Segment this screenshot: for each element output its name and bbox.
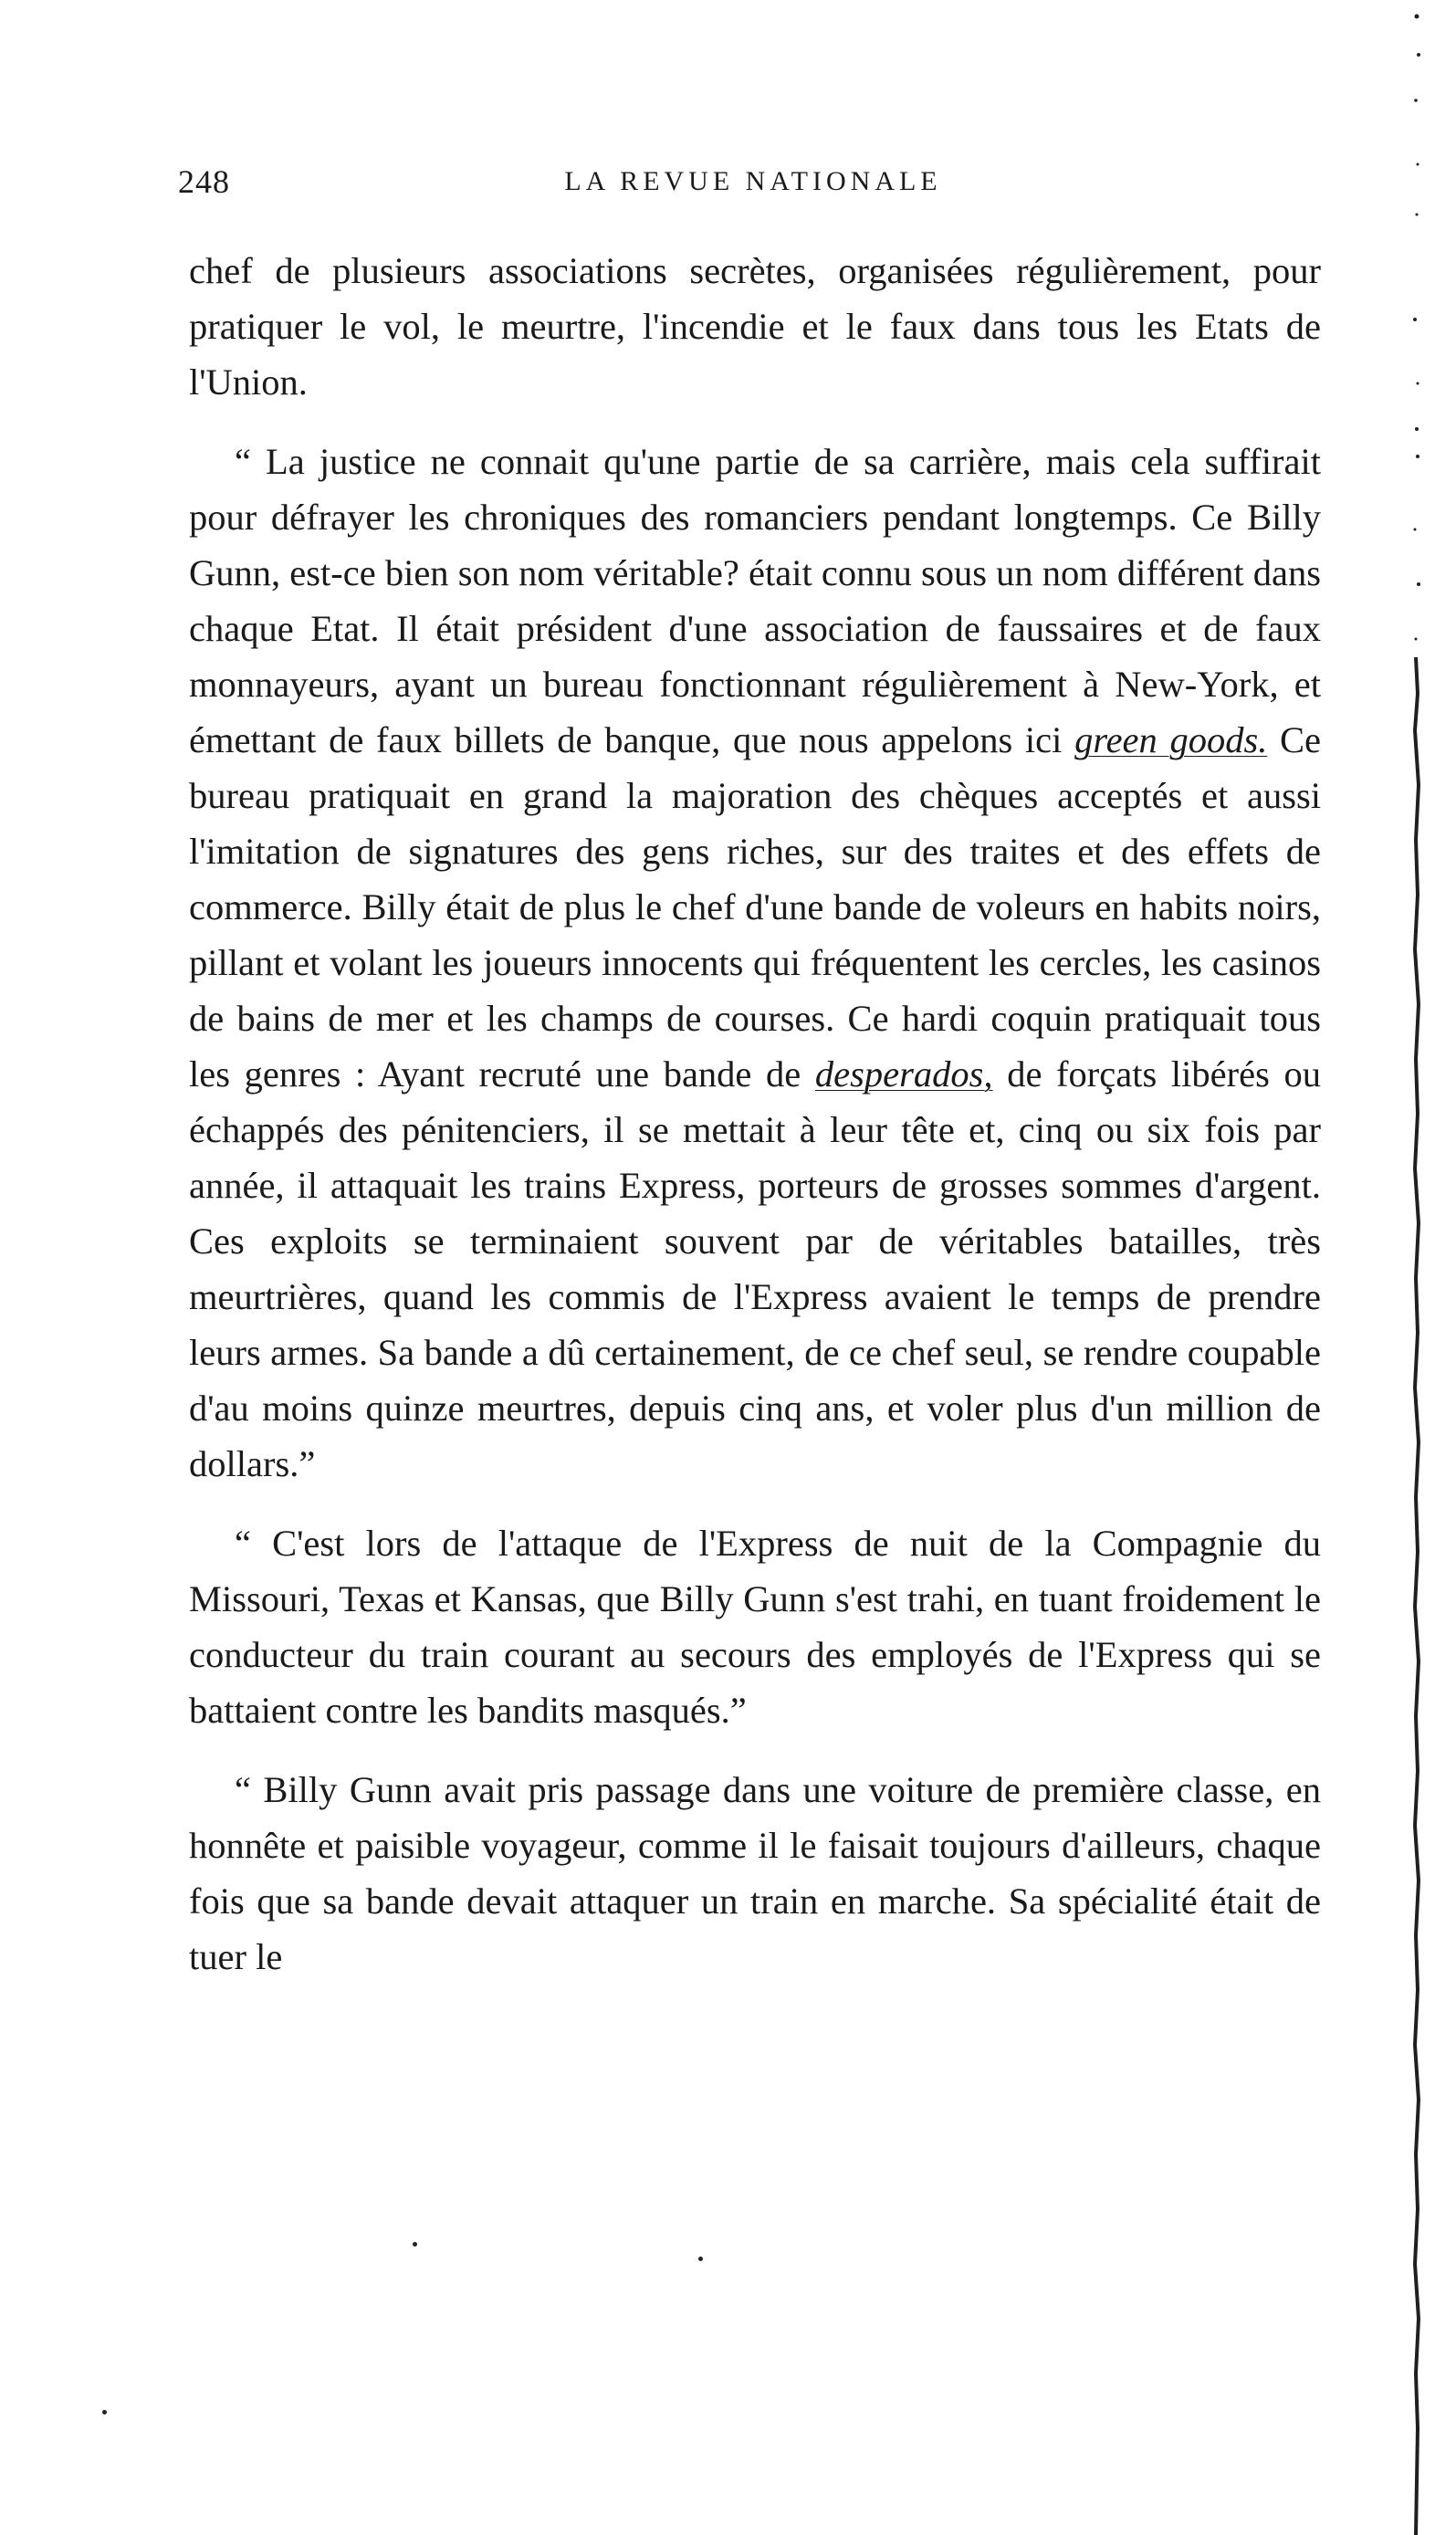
italic-term-green-goods: green goods. — [1074, 719, 1268, 760]
stray-ink-dot — [413, 2242, 417, 2247]
paragraph-2-part-3: de forçats libérés ou échappés des pénitenciers, il se mettait à leur tête et, cinq ou six fois par année, il attaquait les trains Express, porteurs de grosses sommes d'argent. Ces exploits se terminaient souvent par de véritables batailles, très meurtrières, quand les commis de l'Express avaient le temps de prendre leurs armes. Sa bande a dû certainement, de ce chef seul, se rendre coupable d'au moins quinze meurtres, depuis cinq ans, et voler plus d'un million de dollars.” — [189, 1053, 1321, 1484]
italic-term-desperados: desperados, — [814, 1053, 993, 1095]
stray-ink-dot — [102, 2410, 107, 2415]
stray-ink-dot — [698, 2257, 703, 2261]
paragraph-3: “ C'est lors de l'attaque de l'Express de nuit de la Compagnie du Missouri, Texas et Kansas, que Billy Gunn s'est trahi, en tuant froidement le conducteur du train courant au secours des employés de l'Express qui se battaient contre les bandits masqués.” — [189, 1523, 1321, 1731]
paragraph-4: “ Billy Gunn avait pris passage dans une voiture de première classe, en honnête et paisible voyageur, comme il le faisait toujours d'ailleurs, chaque fois que sa bande devait attaquer un train en marche. Sa spécialité était de tuer le — [189, 1769, 1321, 1977]
journal-title: LA REVUE NATIONALE — [564, 166, 942, 196]
page-number: 248 — [178, 163, 230, 200]
paragraph-1: chef de plusieurs associations secrètes, organisées régulièrement, pour pratiquer le vol, le meurtre, l'incendie et le faux dans tous les Etats de l'Union. — [189, 250, 1321, 403]
paragraph-2-part-2: Ce bureau pratiquait en grand la majoration des chèques acceptés et aussi l'imitation de signatures des gens riches, sur des traites et des effets de commerce. Billy était de plus le chef d'une bande de voleurs en habits noirs, pillant et volant les joueurs innocents qui fréquentent les cercles, les casinos de bains de mer et les champs de courses. Ce hardi coquin pratiquait tous les genres : Ayant recruté une bande de — [189, 719, 1321, 1095]
running-head — [178, 162, 1328, 208]
paragraph-2-part-1: “ La justice ne connait qu'une partie de sa carrière, mais cela suffirait pour défrayer les chroniques des romanciers pendant longtemps. Ce Billy Gunn, est-ce bien son nom véritable? était connu sous un nom différent dans chaque Etat. Il était président d'une association de faussaires et de faux monnayeurs, ayant un bureau fonctionnant régulièrement à New-York, et émettant de faux billets de banque, que nous appelons ici — [189, 441, 1321, 760]
scanned-edge-shadow — [1404, 0, 1431, 2535]
body-text — [189, 243, 1321, 2008]
paragraph-2 — [189, 434, 1321, 1492]
